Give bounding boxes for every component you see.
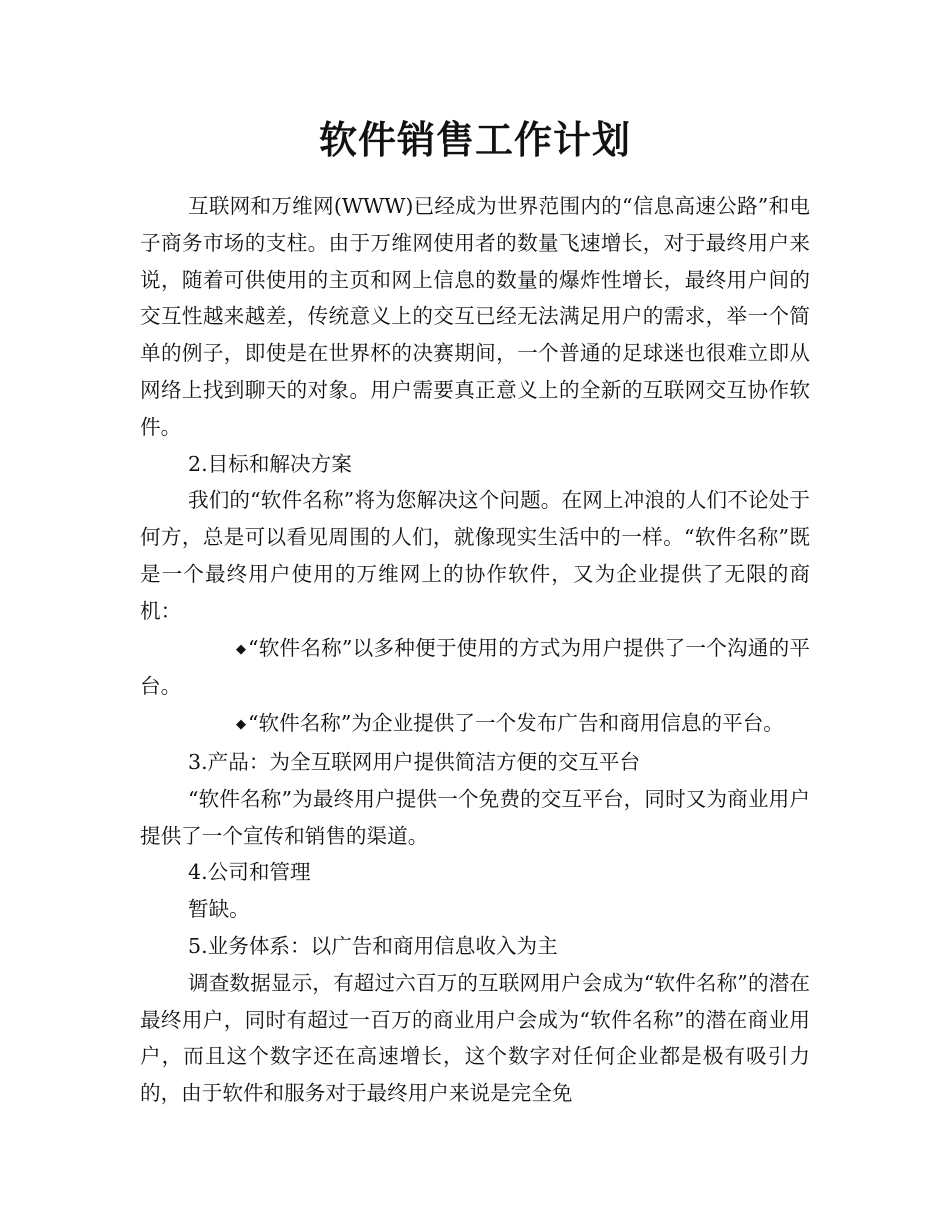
bullet-text: “软件名称”为企业提供了一个发布广告和商用信息的平台。 [248,711,784,736]
bullet-item-advertising [140,705,810,744]
document-body [140,188,810,1112]
paragraph-product: “软件名称”为最终用户提供一个免费的交互平台，同时又为商业用户提供了一个宣传和销售的渠道。 [140,786,810,848]
paragraph-company: 暂缺。 [188,897,250,922]
page-title: 软件销售工作计划 [318,117,631,162]
paragraph-business: 调查数据显示，有超过六百万的互联网用户会成为“软件名称”的潜在最终用户，同时有超过一百万的商业用户会成为“软件名称”的潜在商业用户，而且这个数字还在高速增长，这个数字对任何企业都是极有吸引力的，由于软件和服务对于最终用户来说是完全免 [140,970,810,1106]
section-heading-goals: 2.目标和解决方案 [188,451,352,476]
diamond-bullet-icon: ◆ [236,717,246,733]
section-heading-product: 3.产品：为全互联网用户提供简洁方便的交互平台 [188,749,641,774]
bullet-item-platform [140,630,810,706]
section-heading-business: 5.业务体系：以广告和商用信息收入为主 [188,933,558,958]
paragraph-solution: 我们的“软件名称”将为您解决这个问题。在网上冲浪的人们不论处于何方，总是可以看见周围的人们，就像现实生活中的一样。“软件名称”既是一个最终用户使用的万维网上的协作软件，又为企业提供了无限的商机： [140,488,810,623]
paragraph-intro: 互联网和万维网(WWW)已经成为世界范围内的“信息高速公路”和电子商务市场的支柱。由于万维网使用者的数量飞速增长，对于最终用户来说，随着可供使用的主页和网上信息的数量的爆炸性增长，最终用户间的交互性越来越差，传统意义上的交互已经无法满足用户的需求，举一个简单的例子，即使是在世界杯的决赛期间，一个普通的足球迷也很难立即从网络上找到聊天的对象。用户需要真正意义上的全新的互联网交互协作软件。 [140,194,810,439]
diamond-bullet-icon: ◆ [236,641,246,657]
bullet-text: “软件名称”以多种便于使用的方式为用户提供了一个沟通的平台。 [140,635,810,699]
section-heading-company: 4.公司和管理 [188,860,311,885]
